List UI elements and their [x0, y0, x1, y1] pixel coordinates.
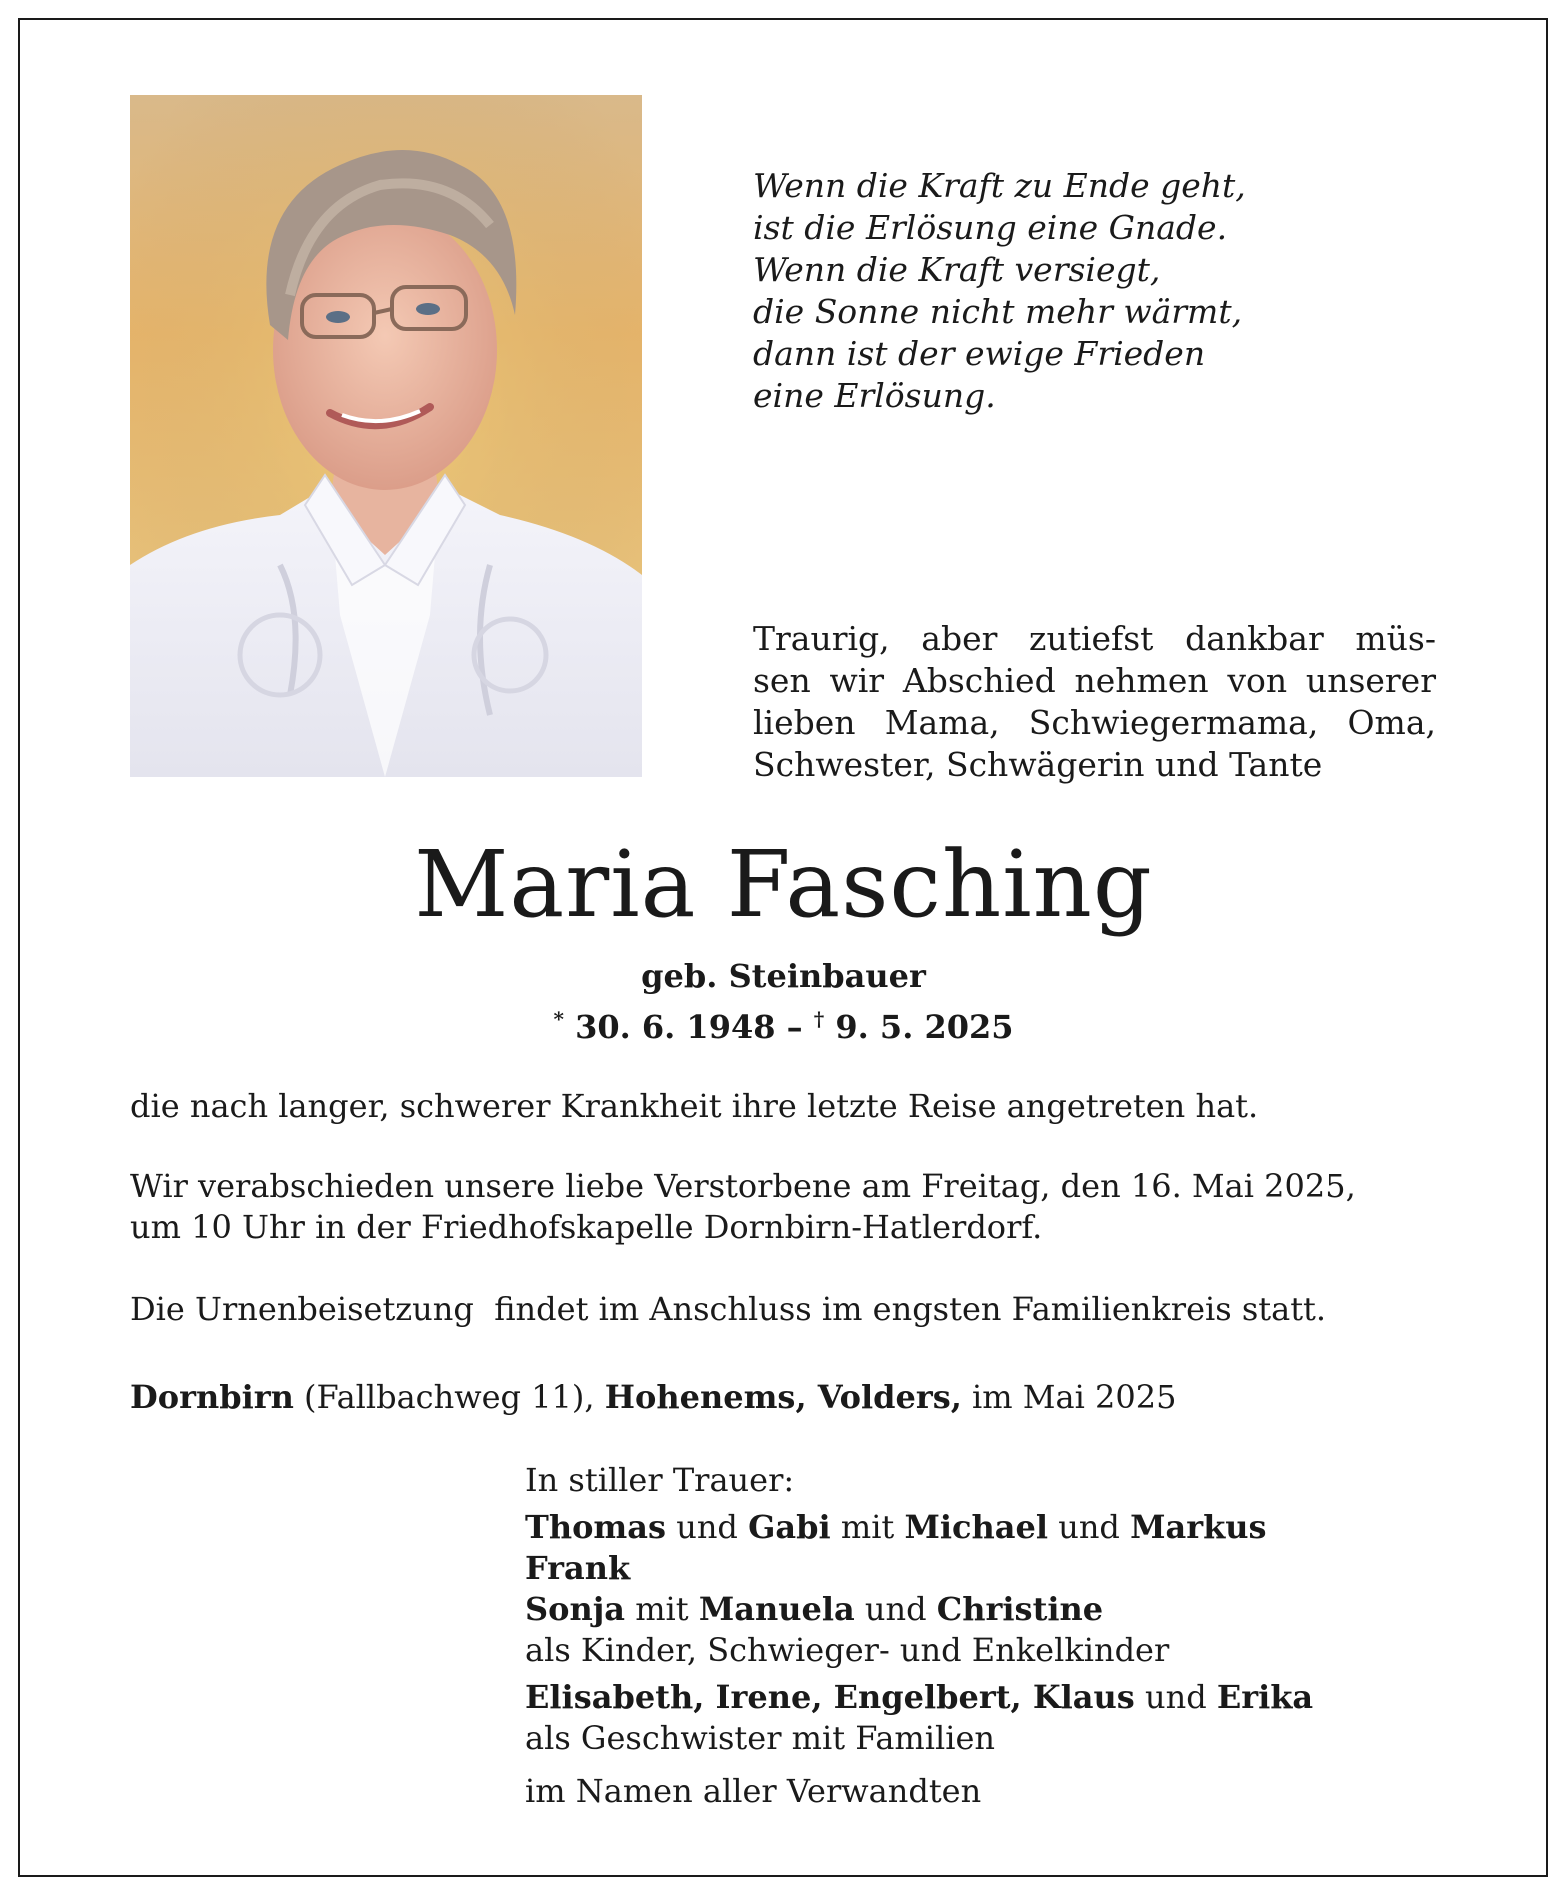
intro-line: sen wir Abschied nehmen von unserer: [753, 661, 1436, 700]
deceased-name: Maria Fasching: [414, 831, 1153, 938]
children-names-line3: [525, 1589, 1425, 1630]
farewell-line: Wir verabschieden unsere liebe Verstorbene am Freitag, den 16. Mai 2025,: [130, 1167, 1356, 1205]
children-names-line1: [525, 1507, 1425, 1548]
closing-line: im Namen aller Verwandten: [525, 1772, 982, 1810]
children-names-line2: [525, 1548, 1425, 1589]
poem: [753, 165, 1453, 417]
connector: und: [666, 1508, 749, 1546]
dash: –: [786, 1008, 803, 1046]
connector: mit: [625, 1590, 699, 1628]
poem-line: ist die Erlösung eine Gnade.: [753, 208, 1228, 247]
mourner-name: Thomas: [525, 1508, 667, 1546]
farewell-text: [130, 1166, 1440, 1248]
mourner-name: Christine: [936, 1590, 1104, 1628]
connector: und: [1048, 1508, 1131, 1546]
birth-symbol: *: [553, 1007, 564, 1031]
connector: mit: [830, 1508, 905, 1546]
death-symbol: †: [813, 1007, 825, 1031]
connector: und: [854, 1590, 937, 1628]
poem-line: Wenn die Kraft versiegt,: [753, 250, 1161, 289]
birth-name: geb. Steinbauer: [641, 957, 926, 995]
town-dornbirn: Dornbirn: [130, 1378, 294, 1416]
mourner-name: Sonja: [525, 1590, 626, 1628]
mourners-heading: In stiller Trauer:: [525, 1461, 795, 1499]
intro-line: Schwester, Schwägerin und Tante: [753, 745, 1323, 784]
intro-line: Traurig, aber zutiefst dankbar müs-: [753, 619, 1436, 658]
birth-date: 30. 6. 1948: [575, 1008, 776, 1046]
mourner-name: Elisabeth, Irene, Engelbert, Klaus: [525, 1678, 1135, 1716]
mourner-name: Erika: [1216, 1678, 1314, 1716]
mourners-list: [525, 1460, 1425, 1812]
place-line: [130, 1377, 1440, 1418]
portrait-photo: [130, 95, 642, 777]
life-dates: [0, 998, 1567, 1048]
intro-line: lieben Mama, Schwiegermama, Oma,: [753, 703, 1436, 742]
mourner-name: Markus: [1130, 1508, 1267, 1546]
mourner-name: Gabi: [748, 1508, 831, 1546]
urn-text: Die Urnenbeisetzung findet im Anschluss im engsten Familienkreis statt.: [130, 1290, 1327, 1328]
farewell-line: um 10 Uhr in der Friedhofskapelle Dornbirn-Hatlerdorf.: [130, 1208, 1043, 1246]
poem-line: Wenn die Kraft zu Ende geht,: [753, 166, 1246, 205]
poem-line: dann ist der ewige Frieden: [753, 334, 1206, 373]
siblings-relation: als Geschwister mit Familien: [525, 1719, 995, 1757]
siblings-names: [525, 1677, 1425, 1718]
poem-line: die Sonne nicht mehr wärmt,: [753, 292, 1243, 331]
illness-text: die nach langer, schwerer Krankheit ihre letzte Reise angetreten hat.: [130, 1087, 1259, 1125]
mourner-name: Michael: [904, 1508, 1049, 1546]
mourner-name: Manuela: [698, 1590, 855, 1628]
poem-line: eine Erlösung.: [753, 376, 996, 415]
death-date: 9. 5. 2025: [835, 1008, 1014, 1046]
address: (Fallbachweg 11),: [293, 1378, 605, 1416]
mourner-name: Frank: [525, 1549, 631, 1587]
place-date: im Mai 2025: [961, 1378, 1177, 1416]
intro-text: [753, 618, 1436, 786]
towns-other: Hohenems, Volders,: [604, 1378, 962, 1416]
children-relation: als Kinder, Schwieger- und Enkelkinder: [525, 1631, 1170, 1669]
connector: und: [1134, 1678, 1217, 1716]
